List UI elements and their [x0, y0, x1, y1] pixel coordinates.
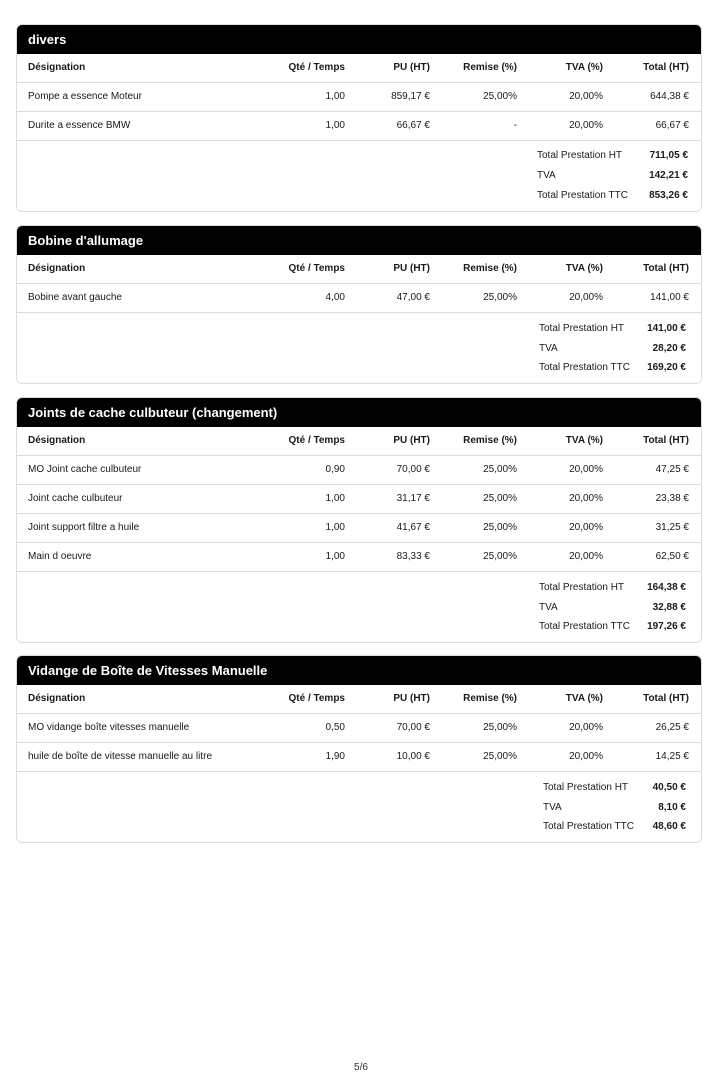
total-ttc-label: Total Prestation TTC [543, 821, 634, 832]
cell-qty: 1,90 [325, 751, 345, 762]
table-row [17, 456, 701, 485]
cell-remise: 25,00% [483, 464, 517, 475]
col-qty: Qté / Temps [288, 62, 345, 73]
tva-line [539, 598, 686, 618]
table-row [17, 83, 701, 112]
col-remise: Remise (%) [463, 435, 517, 446]
cell-total: 47,25 € [655, 464, 689, 475]
cell-total: 141,00 € [650, 292, 689, 303]
cell-tva: 20,00% [569, 493, 603, 504]
cell-tva: 20,00% [569, 751, 603, 762]
total-ht-line [539, 578, 686, 598]
col-pu: PU (HT) [393, 693, 430, 704]
cell-qty: 1,00 [325, 91, 345, 102]
table-row [17, 485, 701, 514]
total-ttc-value: 48,60 € [652, 821, 686, 832]
cell-designation: Bobine avant gauche [28, 292, 122, 303]
total-ht-label: Total Prestation HT [543, 782, 629, 793]
col-total: Total (HT) [643, 693, 689, 704]
cell-qty: 0,90 [325, 464, 345, 475]
table-row [17, 112, 701, 141]
section-joints-cache-culbuteur [16, 397, 702, 643]
col-tva: TVA (%) [565, 263, 603, 274]
cell-pu: 70,00 € [396, 464, 430, 475]
total-ttc-value: 197,26 € [647, 621, 686, 632]
cell-designation: Joint cache culbuteur [28, 493, 123, 504]
cell-total: 23,38 € [655, 493, 689, 504]
totals-block [17, 572, 701, 642]
tva-label: TVA [539, 343, 558, 354]
col-qty: Qté / Temps [288, 263, 345, 274]
cell-pu: 41,67 € [396, 522, 430, 533]
cell-qty: 1,00 [325, 551, 345, 562]
col-pu: PU (HT) [393, 263, 430, 274]
table-row [17, 514, 701, 543]
section-title: Vidange de Boîte de Vitesses Manuelle [17, 656, 701, 685]
section-divers [16, 24, 702, 212]
totals-block [17, 772, 701, 842]
total-ttc-label: Total Prestation TTC [537, 190, 628, 201]
col-remise: Remise (%) [463, 62, 517, 73]
cell-remise: 25,00% [483, 292, 517, 303]
cell-tva: 20,00% [569, 464, 603, 475]
cell-remise: 25,00% [483, 722, 517, 733]
cell-designation: huile de boîte de vitesse manuelle au litre [28, 751, 213, 762]
total-ht-label: Total Prestation HT [539, 582, 625, 593]
cell-designation: Joint support filtre a huile [28, 522, 140, 533]
total-ht-line [539, 319, 686, 339]
page-number: 5/6 [354, 1062, 368, 1073]
col-pu: PU (HT) [393, 62, 430, 73]
total-ttc-line [543, 817, 686, 837]
col-tva: TVA (%) [565, 62, 603, 73]
cell-tva: 20,00% [569, 91, 603, 102]
cell-total: 14,25 € [655, 751, 689, 762]
table-row [17, 543, 701, 572]
cell-pu: 66,67 € [396, 120, 430, 131]
cell-designation: Main d oeuvre [28, 551, 92, 562]
total-ttc-line [539, 358, 686, 378]
tva-line [537, 166, 688, 186]
total-ttc-line [539, 617, 686, 637]
col-designation: Désignation [28, 62, 86, 73]
tva-value: 32,88 € [652, 602, 686, 613]
cell-pu: 47,00 € [396, 292, 430, 303]
cell-pu: 859,17 € [391, 91, 430, 102]
cell-pu: 10,00 € [396, 751, 430, 762]
col-qty: Qté / Temps [288, 435, 345, 446]
total-ttc-line [537, 186, 688, 206]
tva-label: TVA [539, 602, 558, 613]
col-pu: PU (HT) [393, 435, 430, 446]
cell-remise: 25,00% [483, 91, 517, 102]
cell-tva: 20,00% [569, 292, 603, 303]
cell-qty: 0,50 [325, 722, 345, 733]
cell-designation: Durite a essence BMW [28, 120, 131, 131]
total-ht-value: 40,50 € [652, 782, 686, 793]
cell-qty: 1,00 [325, 493, 345, 504]
cell-qty: 1,00 [325, 120, 345, 131]
table-header [17, 685, 701, 714]
col-tva: TVA (%) [565, 435, 603, 446]
tva-line [539, 339, 686, 359]
tva-value: 28,20 € [652, 343, 686, 354]
cell-qty: 4,00 [325, 292, 345, 303]
cell-tva: 20,00% [569, 722, 603, 733]
cell-remise: 25,00% [483, 522, 517, 533]
totals-block [17, 313, 701, 383]
total-ht-line [543, 778, 686, 798]
col-designation: Désignation [28, 435, 86, 446]
cell-tva: 20,00% [569, 522, 603, 533]
cell-total: 62,50 € [655, 551, 689, 562]
section-bobine-allumage [16, 225, 702, 384]
col-total: Total (HT) [643, 435, 689, 446]
tva-value: 142,21 € [649, 170, 688, 181]
col-designation: Désignation [28, 263, 86, 274]
total-ttc-value: 853,26 € [649, 190, 688, 201]
col-total: Total (HT) [643, 263, 689, 274]
table-row [17, 284, 701, 313]
col-total: Total (HT) [643, 62, 689, 73]
table-header [17, 427, 701, 456]
table-row [17, 714, 701, 743]
total-ht-label: Total Prestation HT [539, 323, 625, 334]
col-remise: Remise (%) [463, 263, 517, 274]
cell-total: 644,38 € [650, 91, 689, 102]
total-ht-value: 711,05 € [649, 150, 688, 161]
col-remise: Remise (%) [463, 693, 517, 704]
cell-total: 66,67 € [655, 120, 689, 131]
cell-total: 31,25 € [655, 522, 689, 533]
cell-remise: 25,00% [483, 751, 517, 762]
col-qty: Qté / Temps [288, 693, 345, 704]
tva-value: 8,10 € [658, 802, 686, 813]
total-ht-label: Total Prestation HT [537, 150, 623, 161]
table-row [17, 743, 701, 772]
section-title: divers [17, 25, 701, 54]
tva-label: TVA [543, 802, 562, 813]
totals-block [17, 141, 701, 211]
total-ttc-label: Total Prestation TTC [539, 621, 630, 632]
cell-designation: Pompe a essence Moteur [28, 91, 142, 102]
cell-total: 26,25 € [655, 722, 689, 733]
table-header [17, 54, 701, 83]
cell-remise: 25,00% [483, 551, 517, 562]
total-ht-line [537, 146, 688, 166]
col-tva: TVA (%) [565, 693, 603, 704]
cell-designation: MO Joint cache culbuteur [28, 464, 142, 475]
table-header [17, 255, 701, 284]
tva-line [543, 798, 686, 818]
tva-label: TVA [537, 170, 556, 181]
cell-tva: 20,00% [569, 551, 603, 562]
cell-pu: 31,17 € [396, 493, 430, 504]
cell-tva: 20,00% [569, 120, 603, 131]
total-ttc-label: Total Prestation TTC [539, 362, 630, 373]
cell-pu: 70,00 € [396, 722, 430, 733]
cell-remise: 25,00% [483, 493, 517, 504]
cell-remise: - [513, 120, 517, 131]
section-title: Joints de cache culbuteur (changement) [17, 398, 701, 427]
cell-pu: 83,33 € [396, 551, 430, 562]
total-ht-value: 164,38 € [647, 582, 686, 593]
total-ttc-value: 169,20 € [647, 362, 686, 373]
section-title: Bobine d'allumage [17, 226, 701, 255]
cell-designation: MO vidange boîte vitesses manuelle [28, 722, 190, 733]
section-vidange-boite-vitesses [16, 655, 702, 843]
col-designation: Désignation [28, 693, 86, 704]
cell-qty: 1,00 [325, 522, 345, 533]
total-ht-value: 141,00 € [647, 323, 686, 334]
